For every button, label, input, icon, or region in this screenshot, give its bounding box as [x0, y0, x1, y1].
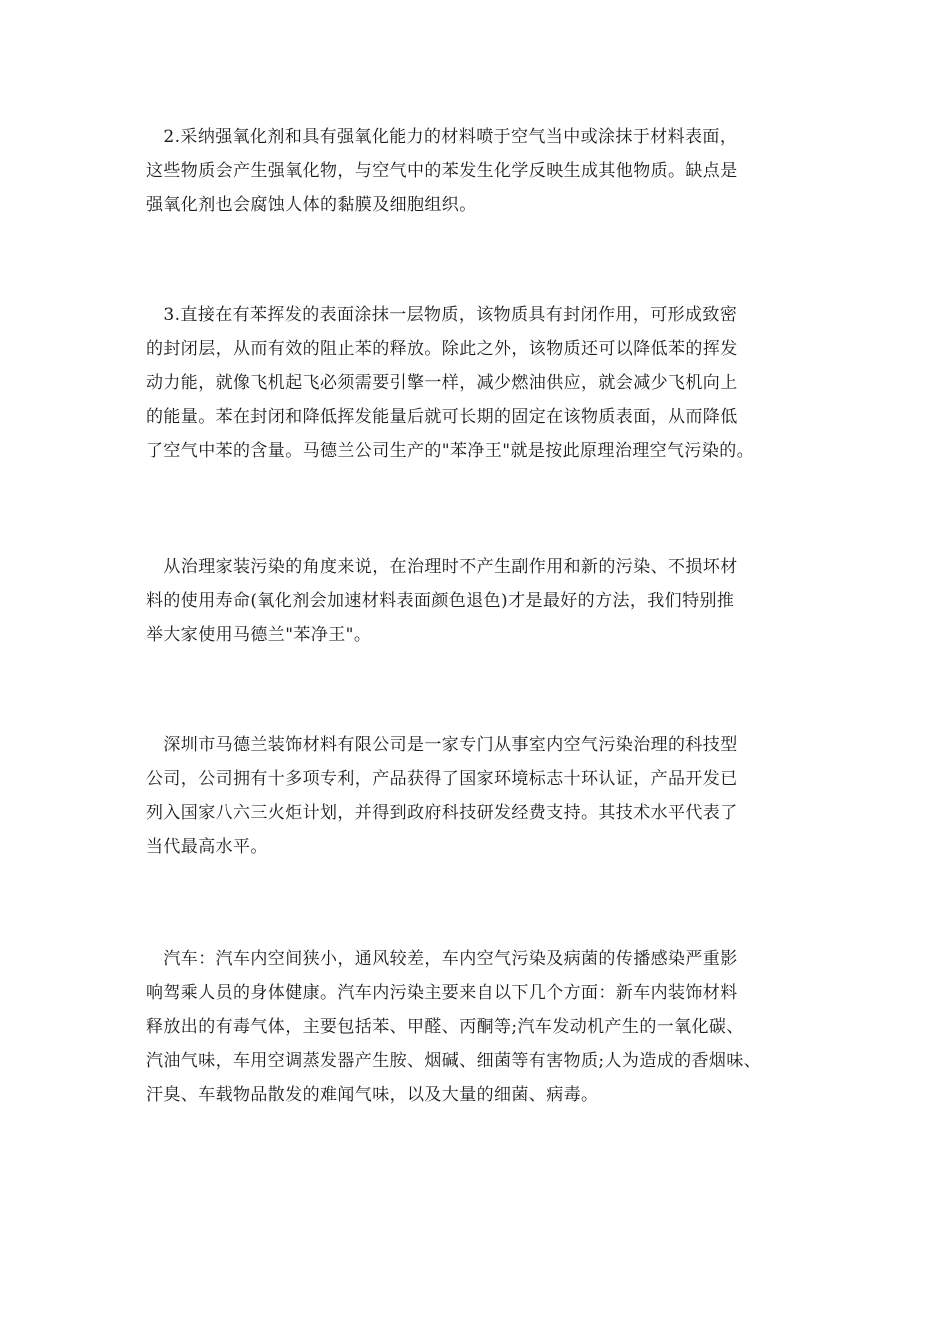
- paragraph-line: 动力能，就像飞机起飞必须需要引擎一样，减少燃油供应，就会减少飞机向上: [146, 373, 738, 393]
- paragraph-company-intro: [146, 728, 826, 864]
- paragraph-line: 汗臭、车载物品散发的难闻气味，以及大量的细菌、病毒。: [146, 1085, 599, 1105]
- paragraph-line: 的能量。苯在封闭和降低挥发能量后就可长期的固定在该物质表面，从而降低: [146, 407, 738, 427]
- paragraph-line: 从治理家装污染的角度来说，在治理时不产生副作用和新的污染、不损坏材: [146, 557, 738, 577]
- paragraph-line: 列入国家八六三火炬计划，并得到政府科技研发经费支持。其技术水平代表了: [146, 803, 738, 823]
- paragraph-line: 释放出的有毒气体，主要包括苯、甲醛、丙酮等;汽车发动机产生的一氧化碳、: [146, 1017, 744, 1037]
- paragraph-line: 料的使用寿命(氧化剂会加速材料表面颜色退色)才是最好的方法，我们特别推: [146, 591, 735, 611]
- paragraph-line: 3.直接在有苯挥发的表面涂抹一层物质，该物质具有封闭作用，可形成致密: [146, 305, 738, 325]
- paragraph-line: 响驾乘人员的身体健康。汽车内污染主要来自以下几个方面：新车内装饰材料: [146, 983, 738, 1003]
- paragraph-line: 这些物质会产生强氧化物，与空气中的苯发生化学反映生成其他物质。缺点是: [146, 161, 738, 181]
- paragraph-line: 汽油气味，车用空调蒸发器产生胺、烟碱、细菌等有害物质;人为造成的香烟味、: [146, 1051, 762, 1071]
- paragraph-line: 了空气中苯的含量。马德兰公司生产的"苯净王"就是按此原理治理空气污染的。: [146, 441, 755, 461]
- paragraph-line: 当代最高水平。: [146, 837, 268, 857]
- paragraph-line: 汽车：汽车内空间狭小，通风较差，车内空气污染及病菌的传播感染严重影: [146, 949, 738, 969]
- paragraph-line: 深圳市马德兰装饰材料有限公司是一家专门从事室内空气污染治理的科技型: [146, 735, 738, 755]
- paragraph-line: 举大家使用马德兰"苯净王"。: [146, 625, 372, 645]
- paragraph-recommendation: [146, 550, 826, 652]
- paragraph-car-pollution: [146, 942, 826, 1112]
- paragraph-line: 2.采纳强氧化剂和具有强氧化能力的材料喷于空气当中或涂抹于材料表面，: [146, 127, 738, 147]
- paragraph-line: 公司，公司拥有十多项专利，产品获得了国家环境标志十环认证，产品开发已: [146, 769, 738, 789]
- paragraph-oxidant-method: [146, 120, 826, 222]
- paragraph-sealing-method: [146, 298, 826, 468]
- paragraph-line: 强氧化剂也会腐蚀人体的黏膜及细胞组织。: [146, 195, 477, 215]
- paragraph-line: 的封闭层，从而有效的阻止苯的释放。除此之外，该物质还可以降低苯的挥发: [146, 339, 738, 359]
